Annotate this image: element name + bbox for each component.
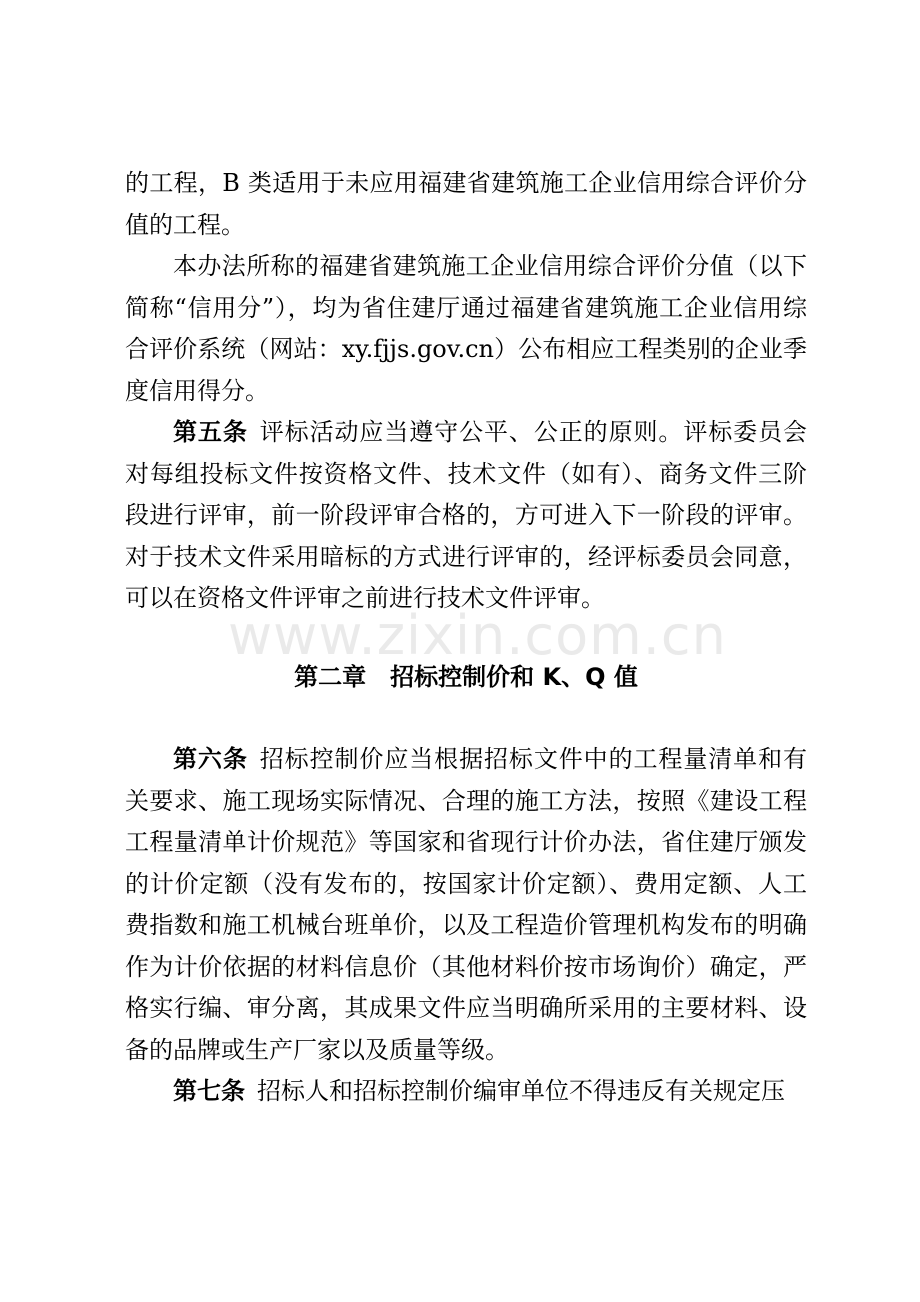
article-number: 第六条 [173, 745, 248, 773]
paragraph-credit-score-definition [125, 246, 807, 412]
paragraph-text: 招标控制价应当根据招标文件中的工程量清单和有关要求、施工现场实际情况、合理的施工方法，按照《建设工程工程量清单计价规范》等国家和省现行计价办法，省住建厅颁发的计价定额（没有发布的，按国家计价定额）、费用定额、人工费指数和施工机械台班单价，以及工程造价管理机构发布的明确作为计价依据的材料信息价（其他材料价按市场询价）确定，严格实行编、审分离，其成果文件应当明确所采用的主要材料、设备的品牌或生产厂家以及质量等级。 [125, 745, 807, 1064]
article-number: 第七条 [173, 1077, 245, 1105]
paragraph-text: 的工程，B 类适用于未应用福建省建筑施工企业信用综合评价分值的工程。 [125, 169, 807, 239]
chapter-heading [125, 657, 807, 699]
watermark: www.zixin.com.cn [228, 604, 727, 667]
paragraph-continuation [125, 163, 807, 246]
article-7 [125, 1071, 807, 1113]
article-6 [125, 739, 807, 1071]
paragraph-text: 评标活动应当遵守公平、公正的原则。评标委员会对每组投标文件按资格文件、技术文件（如有）、商务文件三阶段进行评审，前一阶段评审合格的，方可进入下一阶段的评审。对于技术文件采用暗标的方式进行评审的，经评标委员会同意，可以在资格文件评审之前进行技术文件评审。 [125, 418, 807, 612]
chapter-number: 第二章 [294, 662, 367, 691]
document-body [125, 163, 807, 1113]
chapter-title: 招标控制价和 K、Q 值 [390, 662, 638, 691]
paragraph-text: 招标人和招标控制价编审单位不得违反有关规定压 [257, 1077, 785, 1105]
paragraph-text: 本办法所称的福建省建筑施工企业信用综合评价分值（以下简称“信用分”），均为省住建厅通过福建省建筑施工企业信用综合评价系统（网站：xy.fjjs.gov.cn）公布相应工程类别的企业季度信用得分。 [125, 252, 807, 405]
article-5 [125, 412, 807, 620]
article-number: 第五条 [173, 418, 248, 446]
